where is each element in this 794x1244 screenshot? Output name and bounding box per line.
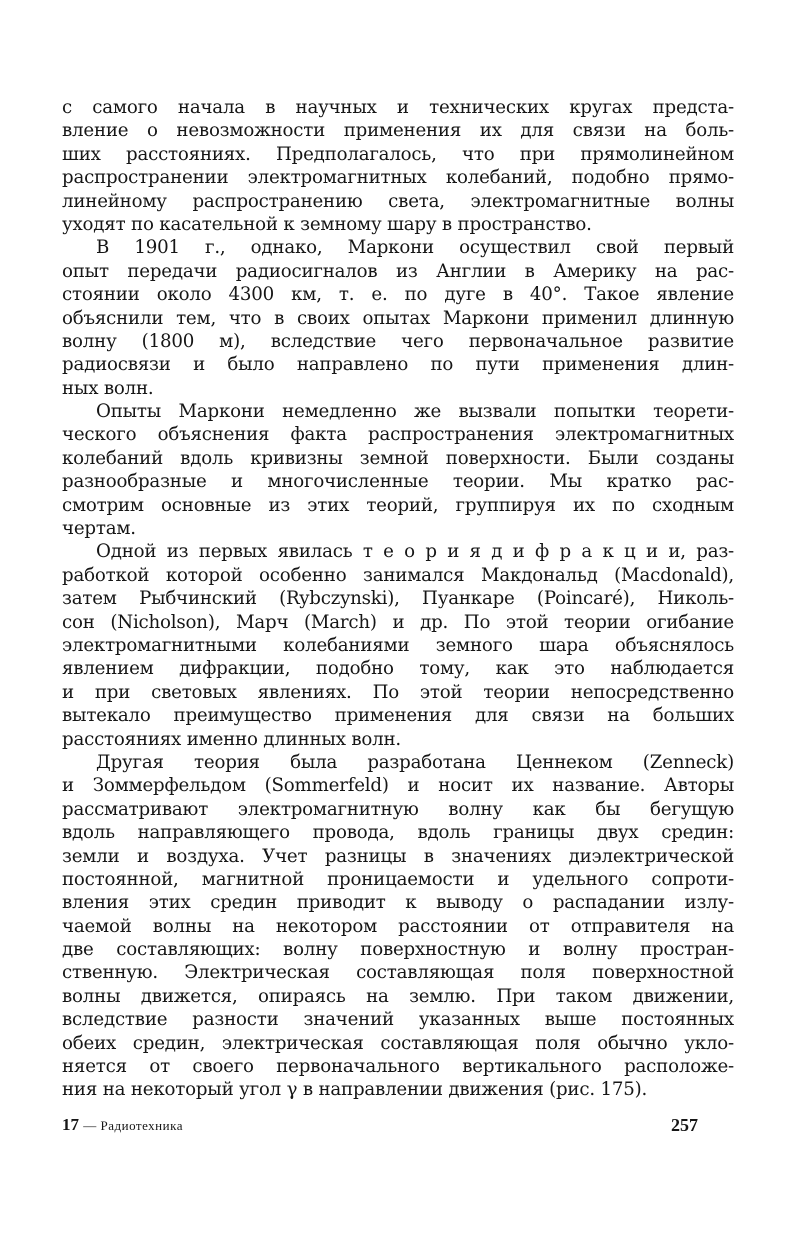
- text-line: работкой которой особенно занимался Макдональд (Macdonald),: [62, 564, 734, 586]
- signature-number: 17: [62, 1115, 79, 1134]
- text-line: вления этих средин приводит к выводу о распадании излу-: [62, 892, 734, 914]
- text-line: Опыты Маркони немедленно же вызвали попытки теорети-: [96, 401, 734, 423]
- page-number: 257: [671, 1115, 698, 1135]
- text-line: явлением дифракции, подобно тому, как это наблюдается: [62, 658, 734, 680]
- text-line: опыт передачи радиосигналов из Англии в Америку на рас-: [62, 260, 734, 282]
- text-line: линейному распространению света, электромагнитные волны: [62, 190, 734, 212]
- text-line: Другая теория была разработана Ценнеком (Zenneck): [96, 751, 734, 773]
- printer-signature: [62, 1115, 183, 1135]
- text-line: ческого объяснения факта распространения электромагнитных: [62, 424, 734, 446]
- text-line: и при световых явлениях. По этой теории непосредственно: [62, 681, 734, 703]
- paragraph: [62, 540, 734, 751]
- text-line: и Зоммерфельдом (Sommerfeld) и носит их название. Авторы: [62, 775, 734, 797]
- text-line: чаемой волны на некотором расстоянии от отправителя на: [62, 915, 734, 937]
- text-line: разнообразные и многочисленные теории. Мы кратко рас-: [62, 471, 734, 493]
- text-line: вытекало преимущество применения для связи на больших: [62, 705, 734, 727]
- text-line: радиосвязи и было направлено по пути применения длин-: [62, 354, 734, 376]
- text-line: смотрим основные из этих теорий, группируя их по сходным: [62, 494, 734, 516]
- paragraph: [62, 96, 734, 236]
- page-footer: [62, 1115, 698, 1141]
- text-line: ния на некоторый угол γ в направлении движения (рис. 175).: [62, 1079, 648, 1101]
- text-line: няется от своего первоначального вертикального расположе-: [62, 1056, 734, 1078]
- text-line: две составляющих: волну поверхностную и волну простран-: [62, 939, 734, 961]
- text-line: Одной из первых явилась т е о р и я д и ф р а к ц и и, раз-: [96, 541, 734, 563]
- text-line: рассматривают электромагнитную волну как бы бегущую: [62, 798, 734, 820]
- text-line: ных волн.: [62, 377, 154, 399]
- text-line: ственную. Электрическая составляющая поля поверхностной: [62, 962, 734, 984]
- text-line: распространении электромагнитных колебаний, подобно прямо-: [62, 167, 734, 189]
- text-line: вдоль направляющего провода, вдоль границы двух средин:: [62, 822, 734, 844]
- text-line: с самого начала в научных и технических кругах предста-: [62, 97, 734, 118]
- text-line: уходят по касательной к земному шару в пространство.: [62, 213, 592, 235]
- text-line: колебаний вдоль кривизны земной поверхности. Были созданы: [62, 447, 734, 469]
- paragraph: [62, 236, 734, 400]
- text-line: вследствие разности значений указанных выше постоянных: [62, 1009, 734, 1031]
- text-line: земли и воздуха. Учет разницы в значениях диэлектрической: [62, 845, 734, 867]
- text-line: постоянной, магнитной проницаемости и удельного сопроти-: [62, 868, 734, 890]
- text-line: электромагнитными колебаниями земного шара объяснялось: [62, 634, 734, 656]
- text-line: ших расстояниях. Предполагалось, что при прямолинейном: [62, 143, 734, 165]
- text-line: чертам.: [62, 518, 136, 540]
- text-line: вление о невозможности применения их для связи на боль-: [62, 120, 734, 142]
- text-line: объяснили тем, что в своих опытах Маркони применил длинную: [62, 307, 734, 329]
- text-line: расстояниях именно длинных волн.: [62, 728, 401, 750]
- text-line: волны движется, опираясь на землю. При таком движении,: [62, 985, 734, 1007]
- body-text: [62, 96, 734, 1102]
- paragraph: [62, 751, 734, 1102]
- text-line: волну (1800 м), вследствие чего первоначальное развитие: [62, 330, 734, 352]
- paragraph: [62, 400, 734, 540]
- text-line: сон (Nicholson), Марч (March) и др. По этой теории огибание: [62, 611, 734, 633]
- text-line: затем Рыбчинский (Rybczynski), Пуанкаре (Poincaré), Николь-: [62, 588, 734, 610]
- text-line: стоянии около 4300 км, т. е. по дуге в 40°. Такое явление: [62, 284, 734, 306]
- text-line: обеих средин, электрическая составляющая поля обычно укло-: [62, 1032, 734, 1054]
- signature-title: — Радиотехника: [83, 1118, 183, 1133]
- text-line: В 1901 г., однако, Маркони осуществил свой первый: [96, 237, 734, 259]
